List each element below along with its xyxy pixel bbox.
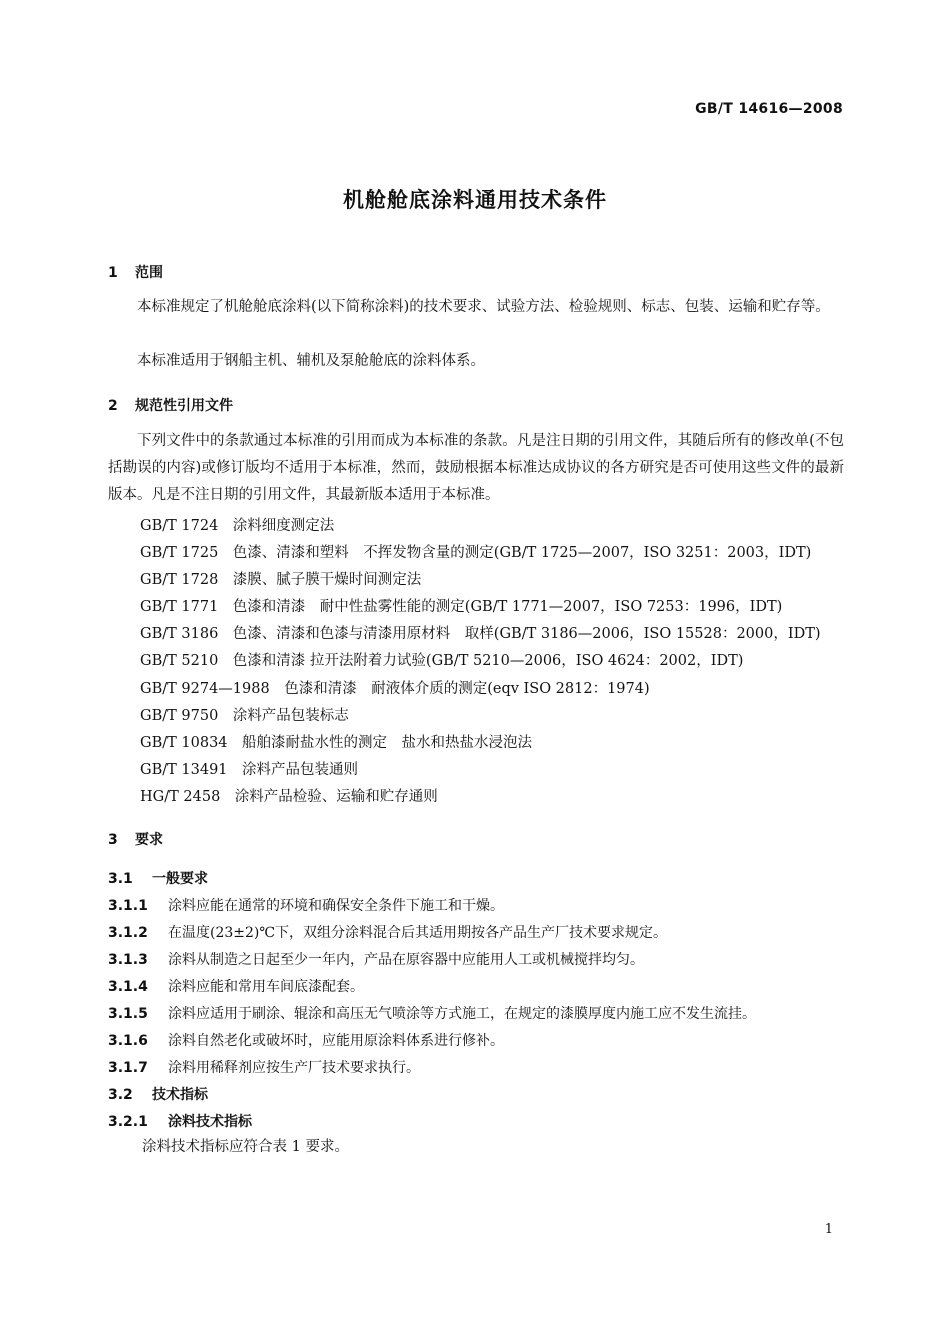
clause-text: 技术指标 [152,1087,208,1103]
clause-number: 3.1.7 [108,1060,148,1076]
section-number: 2 [108,398,118,414]
clause-3-1 [108,868,208,888]
clause-3-1-5 [108,1003,756,1023]
reference-item: GB/T 1724 涂料细度测定法 [140,518,335,534]
reference-item: GB/T 1728 漆膜、腻子膜干燥时间测定法 [140,572,422,588]
section-3-paragraph-last: 涂料技术指标应符合表 1 要求。 [142,1139,349,1155]
section-2-heading [108,395,233,415]
reference-item: HG/T 2458 涂料产品检验、运输和贮存通则 [140,789,438,805]
clause-text: 涂料从制造之日起至少一年内，产品在原容器中应能用人工或机械搅拌均匀。 [168,952,644,968]
reference-item: GB/T 3186 色漆、清漆和色漆与清漆用原材料 取样(GB/T 3186—2006，ISO 15528：2000，IDT) [140,626,821,642]
clause-3-1-6 [108,1030,504,1050]
clause-number: 3.1 [108,871,133,887]
document-title: 机舱舱底涂料通用技术条件 [343,188,607,212]
clause-3-2 [108,1084,208,1104]
clause-number: 3.1.6 [108,1033,148,1049]
clause-3-2-1 [108,1111,252,1131]
section-number: 3 [108,832,118,848]
standard-code: GB/T 14616—2008 [695,101,843,117]
clause-text: 涂料自然老化或破坏时，应能用原涂料体系进行修补。 [168,1033,504,1049]
reference-item: GB/T 9750 涂料产品包装标志 [140,708,349,724]
clause-text: 在温度(23±2)℃下，双组分涂料混合后其适用期按各产品生产厂技术要求规定。 [168,925,668,941]
section-1-heading [108,262,163,282]
clause-number: 3.1.5 [108,1006,148,1022]
reference-item: GB/T 13491 涂料产品包装通则 [140,762,359,778]
section-2-paragraph-1: 下列文件中的条款通过本标准的引用而成为本标准的条款。凡是注日期的引用文件，其随后所有的修改单(不包括勘误的内容)或修订版均不适用于本标准，然而，鼓励根据本标准达成协议的各方研究是否可使用这些文件的最新版本。凡是不注日期的引用文件，其最新版本适用于本标准。 [108,433,844,503]
clause-number: 3.2 [108,1087,133,1103]
page-number: 1 [824,1222,833,1237]
section-3-heading [108,829,163,849]
clause-text: 一般要求 [152,871,208,887]
clause-number: 3.1.2 [108,925,148,941]
clause-3-1-1 [108,895,504,915]
clause-number: 3.1.1 [108,898,148,914]
reference-item: GB/T 5210 色漆和清漆 拉开法附着力试验(GB/T 5210—2006，ISO 4624：2002，IDT) [140,653,744,669]
clause-text: 涂料用稀释剂应按生产厂技术要求执行。 [168,1060,420,1076]
clause-3-1-3 [108,949,644,969]
section-title: 范围 [135,265,163,281]
clause-3-1-4 [108,976,364,996]
reference-item: GB/T 10834 船舶漆耐盐水性的测定 盐水和热盐水浸泡法 [140,735,533,751]
reference-item: GB/T 9274—1988 色漆和清漆 耐液体介质的测定(eqv ISO 2812：1974) [140,681,650,697]
clause-number: 3.1.3 [108,952,148,968]
reference-item: GB/T 1771 色漆和清漆 耐中性盐雾性能的测定(GB/T 1771—2007，ISO 7253：1996，IDT) [140,599,783,615]
reference-item: GB/T 1725 色漆、清漆和塑料 不挥发物含量的测定(GB/T 1725—2007，ISO 3251：2003，IDT) [140,545,812,561]
section-number: 1 [108,265,118,281]
clause-3-1-7 [108,1057,420,1077]
section-title: 要求 [135,832,163,848]
clause-number: 3.2.1 [108,1114,148,1130]
clause-text: 涂料技术指标 [168,1114,252,1130]
clause-text: 涂料应能和常用车间底漆配套。 [168,979,364,995]
clause-text: 涂料应适用于刷涂、辊涂和高压无气喷涂等方式施工，在规定的漆膜厚度内施工应不发生流挂。 [168,1006,756,1022]
section-1-paragraph-1: 本标准规定了机舱舱底涂料(以下简称涂料)的技术要求、试验方法、检验规则、标志、包装、运输和贮存等。 [137,299,830,315]
clause-number: 3.1.4 [108,979,148,995]
section-1-paragraph-2: 本标准适用于钢船主机、辅机及泵舱舱底的涂料体系。 [137,353,485,369]
clause-3-1-2 [108,922,667,942]
clause-text: 涂料应能在通常的环境和确保安全条件下施工和干燥。 [168,898,504,914]
section-title: 规范性引用文件 [135,398,233,414]
